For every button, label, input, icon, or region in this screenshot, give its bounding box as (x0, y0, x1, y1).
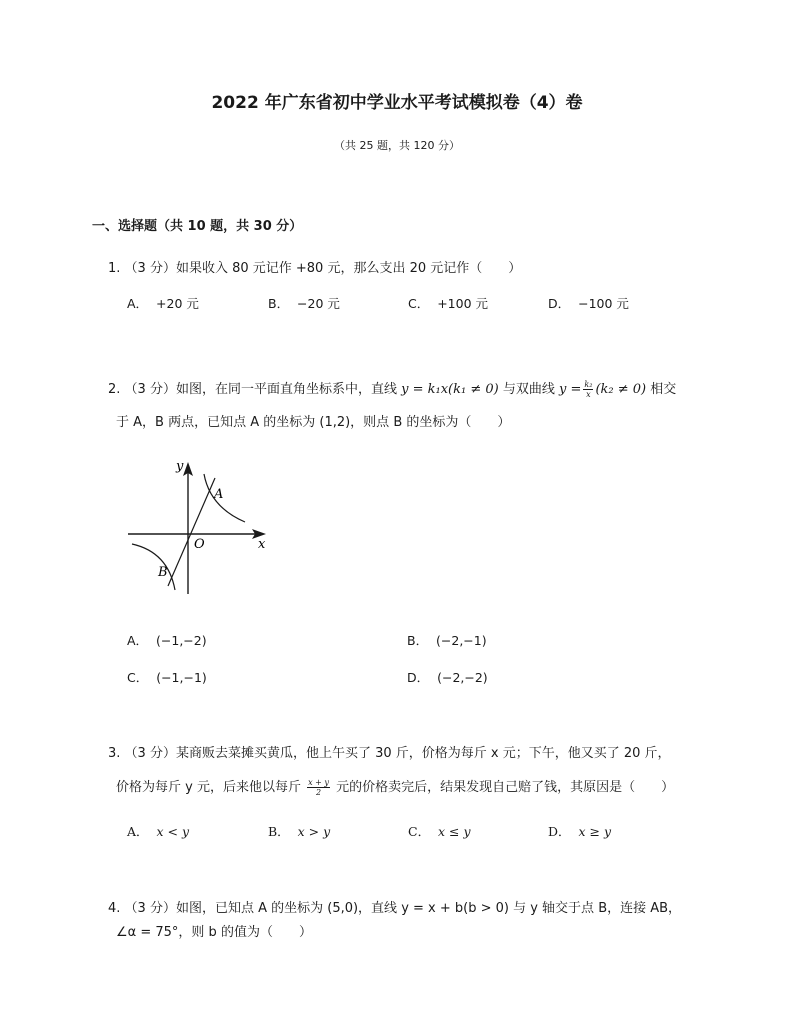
question-text: 如图，已知点 A 的坐标为 (5,0)，直线 y = x + b(b > 0) 与 y 轴交于点 B，连接 AB， (175, 901, 682, 916)
option-letter: C． (127, 670, 149, 685)
question-text: 相交 (650, 382, 677, 397)
option-c[interactable] (408, 822, 471, 840)
question-1 (108, 257, 521, 276)
question-4-line-2: ∠α = 75°，则 b 的值为（ ） (116, 925, 312, 940)
question-text: 某商贩去菜摊买黄瓜，他上午买了 30 斤，价格为每斤 x 元；下午，他又买了 20 斤， (175, 746, 671, 761)
curve-fraction (583, 380, 593, 399)
option-b[interactable] (268, 822, 330, 840)
page-subtitle: （共 25 题，共 120 分） (334, 139, 460, 152)
option-letter: C． (408, 296, 430, 311)
x-axis-label: x (258, 537, 266, 552)
option-text: x < y (156, 824, 190, 839)
option-text: x > y (297, 824, 331, 839)
question-4 (108, 897, 681, 916)
question-text: 如果收入 80 元记作 +80 元，那么支出 20 元记作（ ） (175, 261, 522, 276)
option-letter: A． (127, 824, 149, 839)
option-text: x ≤ y (438, 824, 471, 839)
curve-equation-lhs: y = (559, 382, 582, 397)
option-letter: C． (408, 824, 431, 839)
question-number: 1. (108, 261, 121, 276)
question-text: 如图，在同一平面直角坐标系中，直线 (175, 382, 397, 397)
option-letter: B． (268, 824, 290, 839)
question-number: 4. (108, 901, 121, 916)
question-text: 元的价格卖完后，结果发现自己赔了钱，其原因是（ ） (336, 780, 675, 795)
option-a[interactable] (127, 294, 199, 312)
fraction-numerator: k₂ (584, 380, 593, 389)
question-3-line-2 (116, 776, 674, 797)
option-text: (−2,−2) (437, 670, 488, 685)
option-letter: B． (407, 633, 429, 648)
option-letter: D． (548, 824, 571, 839)
option-text: (−2,−1) (436, 633, 487, 648)
option-letter: D． (548, 296, 571, 311)
option-text: −20 元 (297, 296, 340, 311)
section-heading: 一、选择题（共 10 题，共 30 分） (92, 219, 303, 234)
option-c[interactable] (127, 668, 207, 686)
option-letter: A． (127, 296, 149, 311)
option-text: −100 元 (578, 296, 629, 311)
option-c[interactable] (408, 294, 488, 312)
option-b[interactable] (268, 294, 340, 312)
point-a-label: A (214, 487, 224, 502)
option-letter: B． (268, 296, 290, 311)
option-b[interactable] (407, 631, 487, 649)
price-fraction (307, 778, 330, 797)
question-number: 2. (108, 382, 121, 397)
question-score: （3 分） (124, 261, 176, 276)
curve-condition: (k₂ ≠ 0) (595, 382, 647, 397)
option-d[interactable] (548, 294, 629, 312)
fraction-denominator: 2 (315, 788, 322, 797)
origin-label: O (194, 537, 205, 552)
option-letter: A． (127, 633, 149, 648)
coordinate-figure (120, 452, 280, 600)
option-d[interactable] (407, 668, 488, 686)
question-2-line-2: 于 A，B 两点，已知点 A 的坐标为 (1,2)，则点 B 的坐标为（ ） (116, 415, 511, 430)
question-3 (108, 742, 671, 761)
question-score: （3 分） (124, 382, 176, 397)
y-axis-label: y (176, 459, 184, 474)
question-2 (108, 378, 676, 399)
option-a[interactable] (127, 631, 207, 649)
hyperbola-branch-q1 (204, 474, 245, 522)
option-text: +20 元 (156, 296, 199, 311)
hyperbola-branch-q3 (132, 544, 175, 590)
option-a[interactable] (127, 822, 189, 840)
question-number: 3. (108, 746, 121, 761)
option-text: (−1,−2) (156, 633, 207, 648)
point-b-label: B (158, 565, 168, 580)
question-text: 与双曲线 (502, 382, 555, 397)
line-equation: y = k₁x(k₁ ≠ 0) (401, 382, 499, 397)
option-text: (−1,−1) (156, 670, 207, 685)
fraction-denominator: x (586, 390, 591, 399)
page-title: 2022 年广东省初中学业水平考试模拟卷（4）卷 (211, 93, 583, 113)
question-score: （3 分） (124, 746, 176, 761)
option-text: x ≥ y (578, 824, 612, 839)
fraction-numerator: x + y (308, 778, 329, 787)
option-text: +100 元 (437, 296, 488, 311)
question-score: （3 分） (124, 901, 176, 916)
option-d[interactable] (548, 822, 611, 840)
option-letter: D． (407, 670, 430, 685)
question-text: 价格为每斤 y 元，后来他以每斤 (116, 780, 301, 795)
line-y-k1x (168, 478, 215, 586)
